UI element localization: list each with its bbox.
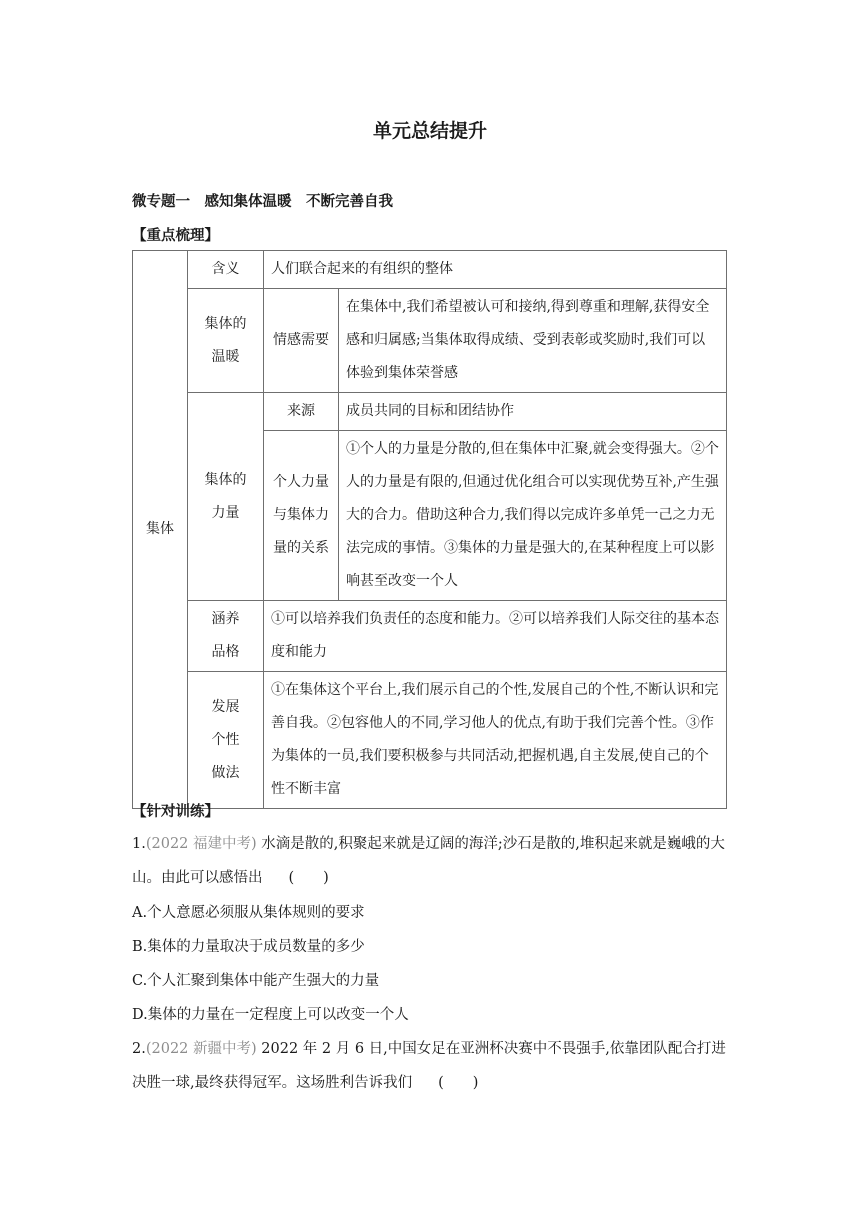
- emotion-text: 在集体中,我们希望被认可和接纳,得到尊重和理解,获得安全感和归属感;当集体取得成绩、受到表彰或奖励时,我们可以体验到集体荣誉感: [339, 289, 727, 393]
- practice-label: 【针对训练】: [132, 804, 219, 820]
- cultivate-text: ①可以培养我们负责任的态度和能力。②可以培养我们人际交往的基本态度和能力: [264, 601, 727, 672]
- meaning-label: 含义: [188, 251, 264, 289]
- root-cell: 集体: [133, 251, 188, 809]
- question-1: [132, 827, 732, 895]
- section-heading: 微专题一 感知集体温暖 不断完善自我: [132, 194, 393, 210]
- relation-text: ①个人的力量是分散的,但在集体中汇聚,就会变得强大。②个人的力量是有限的,但通过优化组合可以实现优势互补,产生强大的合力。借助这种合力,我们得以完成许多单凭一己之力无法完成的事情。③集体的力量是强大的,在某种程度上可以影响甚至改变一个人: [339, 431, 727, 601]
- relation-label: 个人力量与集体力量的关系: [264, 431, 339, 601]
- page-title: 单元总结提升: [372, 120, 487, 142]
- source-label: 来源: [264, 393, 339, 431]
- power-label: 集体的力量: [188, 393, 264, 601]
- warmth-label: 集体的温暖: [188, 289, 264, 393]
- summary-label: 【重点梳理】: [132, 228, 219, 244]
- answer-paren: ( ): [438, 1075, 479, 1091]
- question-2: [132, 1032, 732, 1100]
- table-row: [133, 672, 727, 809]
- table-row: [133, 289, 727, 393]
- meaning-text: 人们联合起来的有组织的整体: [264, 251, 727, 289]
- emotion-label: 情感需要: [264, 289, 339, 393]
- personality-text: ①在集体这个平台上,我们展示自己的个性,发展自己的个性,不断认识和完善自我。②包容他人的不同,学习他人的优点,有助于我们完善个性。③作为集体的一员,我们要积极参与共同活动,把握机遇,自主发展,使自己的个性不断丰富: [264, 672, 727, 809]
- option-c: C.个人汇聚到集体中能产生强大的力量: [132, 973, 380, 989]
- question-number: 2.: [132, 1041, 146, 1057]
- summary-table: [132, 250, 727, 809]
- question-source: (2022 新疆中考): [145, 1041, 257, 1057]
- question-stem: 2022 年 2 月 6 日,中国女足在亚洲杯决赛中不畏强手,依靠团队配合打进决胜一球,最终获得冠军。这场胜利告诉我们: [132, 1041, 726, 1091]
- option-b: B.集体的力量取决于成员数量的多少: [132, 939, 365, 955]
- personality-label: 发展个性做法: [188, 672, 264, 809]
- answer-paren: ( ): [288, 870, 329, 886]
- question-number: 1.: [132, 836, 146, 852]
- table-row: [133, 601, 727, 672]
- cultivate-label: 涵养品格: [188, 601, 264, 672]
- option-d: D.集体的力量在一定程度上可以改变一个人: [132, 1007, 409, 1023]
- table-row: [133, 393, 727, 431]
- question-source: (2022 福建中考): [145, 836, 257, 852]
- option-a: A.个人意愿必须服从集体规则的要求: [132, 905, 365, 921]
- source-text: 成员共同的目标和团结协作: [339, 393, 727, 431]
- table-row: [133, 251, 727, 289]
- question-stem: 水滴是散的,积聚起来就是辽阔的海洋;沙石是散的,堆积起来就是巍峨的大山。由此可以感悟出: [132, 836, 725, 886]
